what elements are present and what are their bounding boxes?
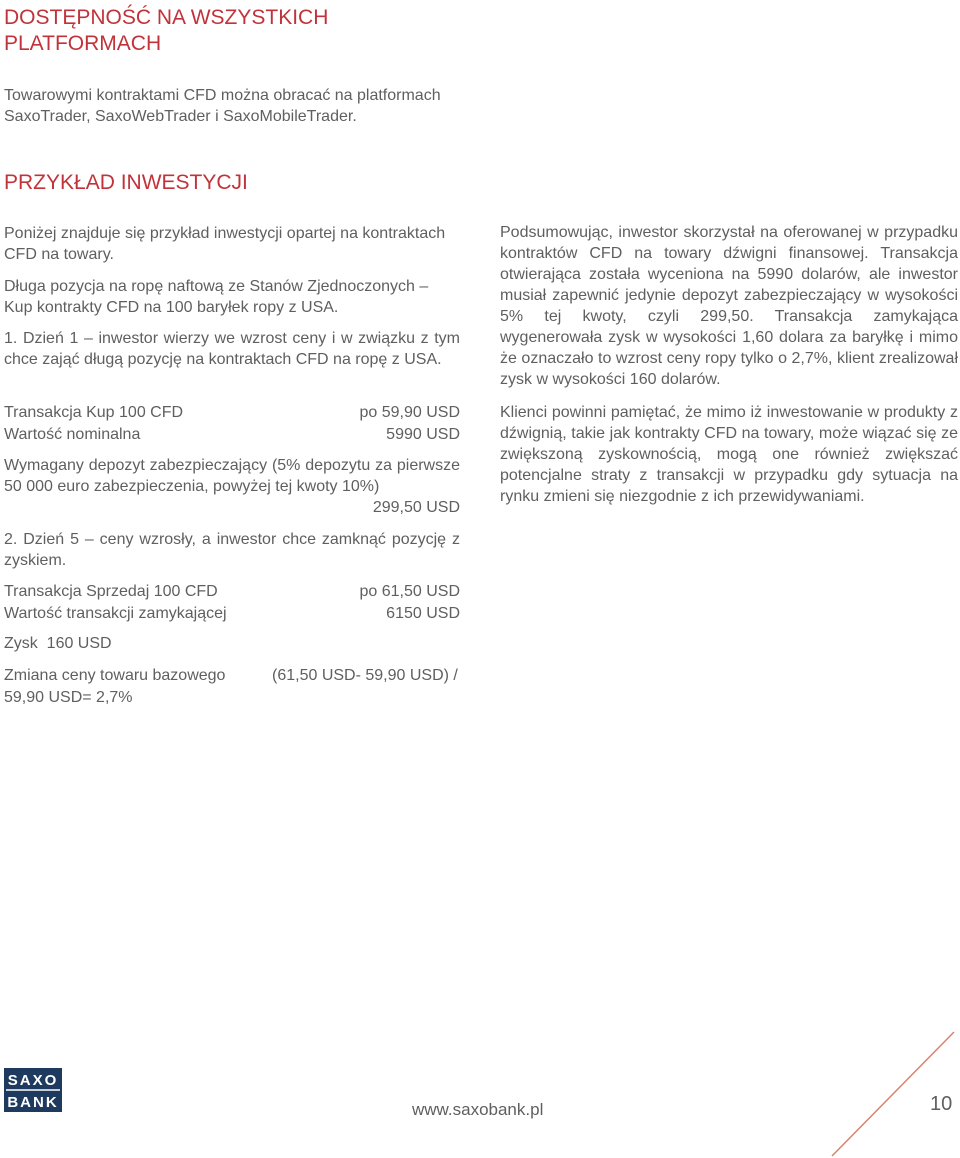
nominal-value: 5990 USD [386, 426, 460, 443]
change-result-row [4, 687, 460, 708]
margin-row [4, 497, 460, 518]
summary-paragraph: Podsumowując, inwestor skorzystał na oferowanej w przypadku kontraktów CFD na towary dźwigni finansowej. Transakcja otwierająca została wyceniona na 5990 dolarów, ale inwestor musiał zapewnić jedynie depozyt zabezpieczający w wysokości 5% tej kwoty, czyli 299,50. Transakcja zamykająca wygenerowała zysk w wysokości 1,60 dolara za baryłkę i mimo że oznaczało to wzrost ceny ropy tylko o 2,7%, klient zrealizował zysk w wysokości 160 dolarów. [500, 224, 958, 388]
saxo-bank-logo[interactable] [4, 1068, 62, 1112]
buy-value: po 59,90 USD [359, 404, 460, 421]
sell-row [4, 581, 460, 602]
nominal-row [4, 424, 460, 445]
close-value: 6150 USD [386, 605, 460, 622]
change-formula: (61,50 USD- 59,90 USD) / [272, 667, 458, 684]
profit-row [4, 633, 460, 654]
logo-top-text: SAXO [7, 1072, 59, 1089]
profit-text: Zysk 160 USD [4, 635, 112, 652]
day5-text: 2. Dzień 5 – ceny wzrosły, a inwestor chce zamknąć pozycję z zyskiem. [4, 531, 460, 569]
section-title-platforms: DOSTĘPNOŚĆ NA WSZYSTKICH PLATFORMACH [4, 6, 329, 55]
logo-bottom-text: BANK [7, 1094, 59, 1111]
buy-row [4, 402, 460, 423]
page-number: 10 [930, 1093, 953, 1115]
change-row [4, 665, 460, 686]
buy-label: Transakcja Kup 100 CFD [4, 404, 184, 421]
day1-text: 1. Dzień 1 – inwestor wierzy we wzrost ceny i w związku z tym chce zająć długą pozycję na kontraktach CFD na ropę z USA. [4, 330, 460, 368]
close-row [4, 603, 460, 624]
website-link[interactable]: www.saxobank.pl [412, 1100, 544, 1119]
warning-paragraph: Klienci powinni pamiętać, że mimo iż inwestowanie w produkty z dźwignią, takie jak kontrakty CFD na towary, może wiązać się ze zwiększoną zyskownością, mogą one również zwiększać potencjalne straty z transakcji w przypadku gdy sytuacja na rynku zmieni się niezgodnie z ich przewidywaniami. [500, 404, 958, 505]
section-title-example: PRZYKŁAD INWESTYCJI [4, 171, 248, 194]
sell-label: Transakcja Sprzedaj 100 CFD [4, 583, 218, 600]
change-label: Zmiana ceny towaru bazowego [4, 667, 226, 684]
margin-text: Wymagany depozyt zabezpieczający (5% depozytu za pierwsze 50 000 euro zabezpieczenia, powyżej tej kwoty 10%) [4, 457, 460, 495]
example-intro: Poniżej znajduje się przykład inwestycji opartej na kontraktach CFD na towary. [4, 225, 446, 263]
margin-value: 299,50 USD [372, 499, 460, 516]
sell-value: po 61,50 USD [359, 583, 460, 600]
close-label: Wartość transakcji zamykającej [4, 605, 227, 622]
nominal-label: Wartość nominalna [4, 426, 141, 443]
platforms-paragraph: Towarowymi kontraktami CFD można obracać na platformach SaxoTrader, SaxoWebTrader i SaxoMobileTrader. [4, 87, 441, 125]
change-result: 59,90 USD= 2,7% [4, 689, 133, 706]
long-position-text: Długa pozycja na ropę naftową ze Stanów Zjednoczonych – Kup kontrakty CFD na 100 baryłek ropy z USA. [4, 278, 429, 316]
